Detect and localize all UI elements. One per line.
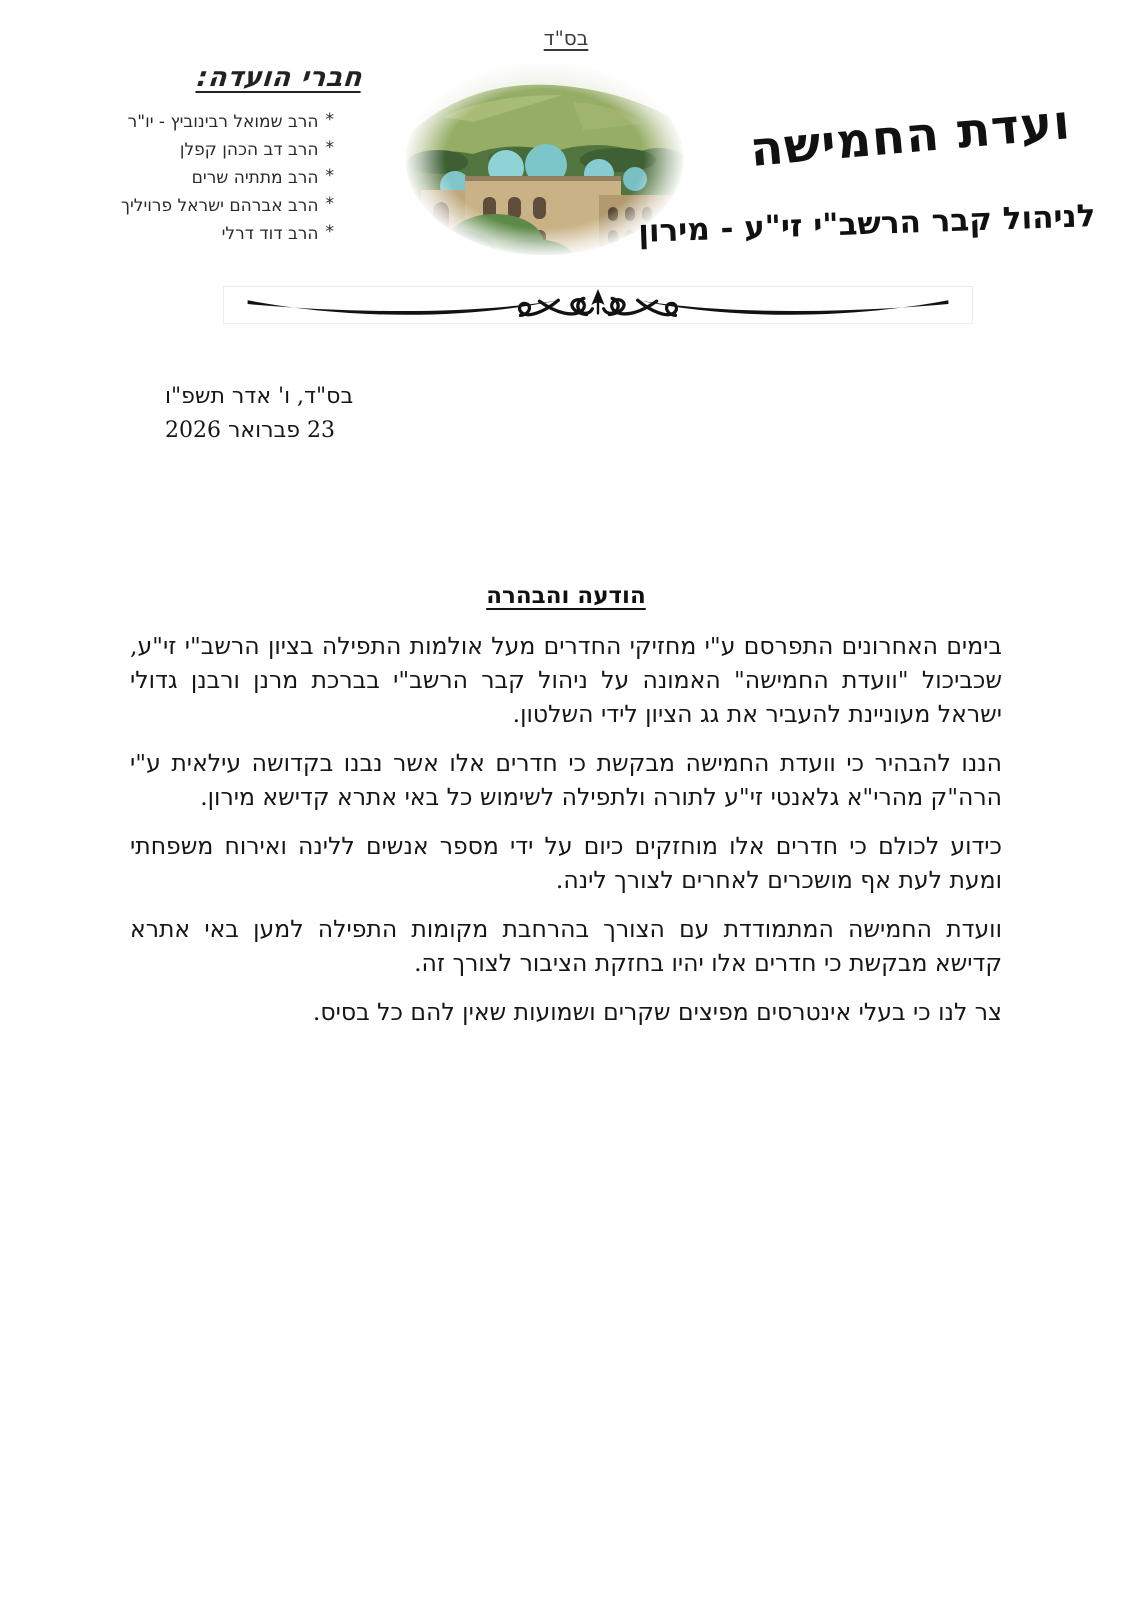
committee-member bbox=[32, 163, 334, 191]
committee-member bbox=[32, 219, 334, 247]
member-name: הרב דב הכהן קפלן bbox=[179, 140, 319, 160]
member-name: הרב מתתיה שרים bbox=[191, 168, 319, 188]
committee-list bbox=[32, 107, 362, 247]
flourish-divider bbox=[223, 286, 973, 324]
bsd-top-label: בס"ד bbox=[543, 26, 589, 50]
org-title: ועדת החמישה bbox=[747, 94, 1073, 178]
committee-member bbox=[32, 191, 334, 219]
member-name: הרב שמואל רבינוביץ - יו"ר bbox=[127, 112, 319, 132]
notice-paragraph: בימים האחרונים התפרסם ע"י מחזיקי החדרים מעל אולמות התפילה בציון הרשב"י זי"ע, שכביכול "וועדת החמישה" האמונה על ניהול קבר הרשב"י בברכת מרנן ורבנן גדולי ישראל מעוניינת להעביר את גג הציון לידי השלטון. bbox=[130, 632, 1002, 728]
org-subtitle: לניהול קבר הרשב"י זי"ע - מירון bbox=[637, 198, 1096, 250]
date-gregorian: 23 פברואר 2026 bbox=[165, 418, 335, 443]
member-name: הרב דוד דרלי bbox=[221, 224, 319, 244]
notice-paragraph: צר לנו כי בעלי אינטרסים מפיצים שקרים ושמועות שאין להם כל בסיס. bbox=[312, 998, 1002, 1026]
committee-member bbox=[32, 135, 334, 163]
asterisk-bullet-icon: * bbox=[325, 194, 334, 214]
asterisk-bullet-icon: * bbox=[325, 222, 334, 242]
notice-paragraph: וועדת החמישה המתמודדת עם הצורך בהרחבת מקומות התפילה למען באי אתרא קדישא מבקשת כי חדרים אלו יהיו בחזקת הציבור לצורך זה. bbox=[130, 915, 1002, 977]
notice-heading: הודעה והבהרה bbox=[486, 583, 646, 609]
asterisk-bullet-icon: * bbox=[325, 138, 334, 158]
committee-members-block bbox=[32, 62, 362, 247]
date-hebrew: בס"ד, ו' אדר תשפ"ו bbox=[165, 384, 354, 409]
letter-body bbox=[130, 629, 1002, 1044]
committee-member bbox=[32, 107, 334, 135]
notice-paragraph: כידוע לכולם כי חדרים אלו מוחזקים כיום על ידי מספר אנשים ללינה ואירוח משפחתי ומעת לעת אף מושכרים לאחרים לצורך לינה. bbox=[130, 832, 1002, 894]
committee-heading: חברי הועדה: bbox=[195, 62, 364, 93]
asterisk-bullet-icon: * bbox=[325, 110, 334, 130]
date-block bbox=[165, 380, 353, 448]
notice-paragraph: הננו להבהיר כי וועדת החמישה מבקשת כי חדרים אלו אשר נבנו בקדושה עילאית ע"י הרה"ק מהרי"א גלאנטי זי"ע לתורה ולתפילה לשימוש כל באי אתרא קדישא מירון. bbox=[130, 749, 1002, 811]
member-name: הרב אברהם ישראל פרויליך bbox=[120, 196, 319, 216]
asterisk-bullet-icon: * bbox=[325, 166, 334, 186]
